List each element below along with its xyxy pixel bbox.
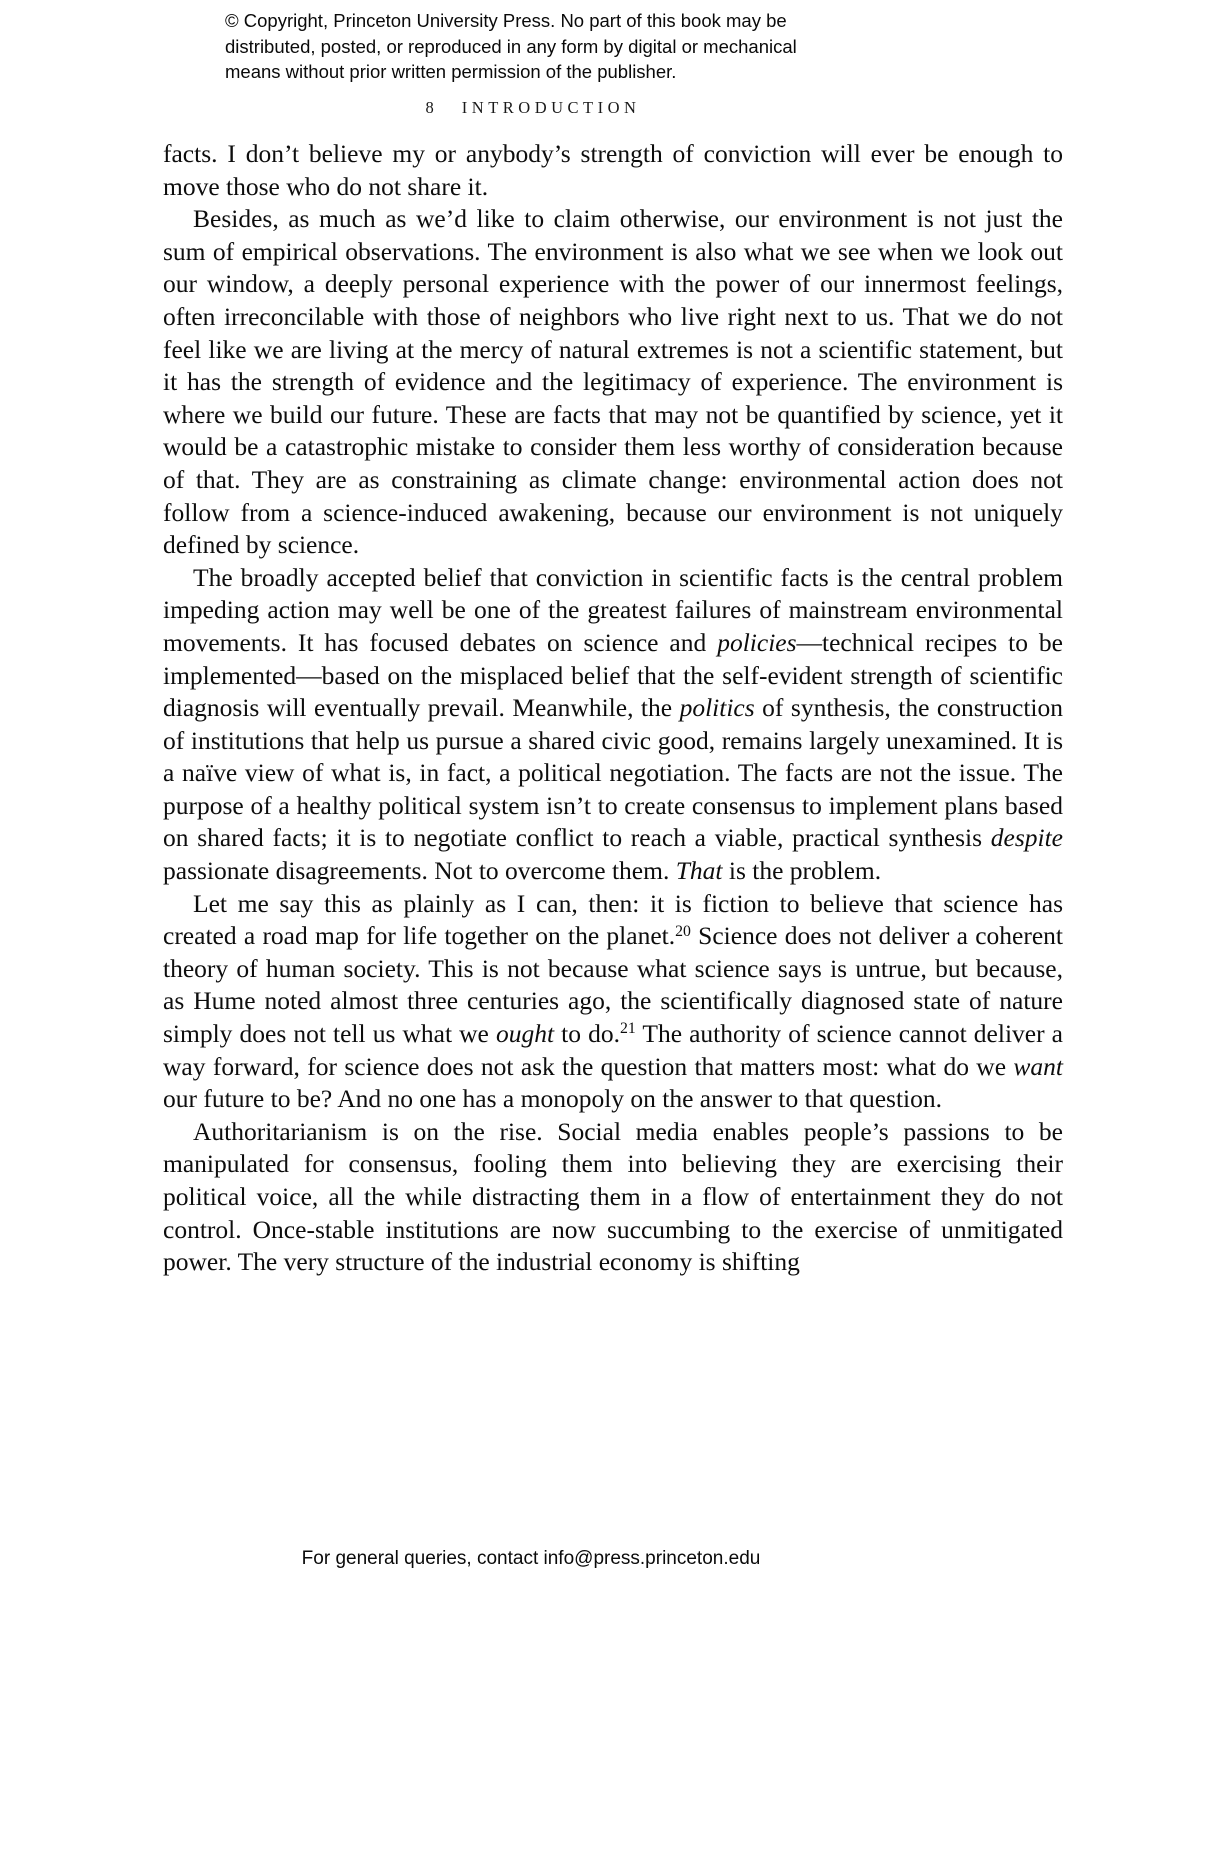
text-run: is the problem. (722, 856, 882, 886)
footnote-reference: 21 (619, 1020, 636, 1038)
text-run: —technical recipes to be implemented—based on the misplaced belief that the self-evident strength of scientific diagnosis will eventually prevail. Meanwhile, the (163, 627, 1064, 723)
paragraph (163, 203, 1063, 562)
text-run: Authoritarianism is on the rise. Social media enables people’s passions to be manipulated for consensus, fooling them into believing they are exercising their political voice, all the while distracting them in a flow of entertainment they do not control. Once-stable institutions are now succumbing to the exercise of unmitigated power. The very structure of the industrial economy is shifting (163, 1116, 1063, 1277)
text-run: Science does not deliver a coherent theory of human society. This is not because what science says is untrue, but because, as Hume noted almost three centuries ago, the scientifically diagnosed state of nature simply does not tell us what we (163, 921, 1063, 1049)
paragraph (163, 562, 1063, 888)
text-run: The authority of science cannot deliver a way forward, for science does not ask the question that matters most: what do we (163, 1019, 1063, 1081)
emphasized-text: despite (990, 823, 1063, 853)
chapter-title: INTRODUCTION (461, 98, 641, 117)
paragraph (163, 1116, 1063, 1279)
copyright-line: means without prior written permission of the publisher. (225, 61, 677, 83)
emphasized-text: want (1013, 1051, 1063, 1081)
copyright-notice (225, 8, 865, 85)
footnote-reference: 20 (675, 922, 691, 940)
copyright-line: distributed, posted, or reproduced in any form by digital or mechanical (225, 35, 797, 57)
text-run: The broadly accepted belief that conviction in scientific facts is the central problem impeding action may well be one of the greatest failures of mainstream environmental movements. It has focused debates on science and (163, 562, 1063, 657)
emphasized-text: ought (495, 1019, 555, 1049)
text-run: facts. I don’t believe my or anybody’s strength of conviction will ever be enough to move those who do not share it. (163, 139, 1063, 201)
page-number: 8 (425, 98, 436, 117)
text-run: our future to be? And no one has a monopoly on the answer to that question. (163, 1084, 943, 1114)
paragraph (163, 138, 1063, 203)
text-run: Let me say this as plainly as I can, then: it is fiction to believe that science has created a road map for life together on the planet. (163, 888, 1063, 951)
body-paragraphs (163, 138, 1063, 1279)
running-head (163, 98, 903, 118)
text-run: passionate disagreements. Not to overcome them. (163, 856, 676, 886)
paragraph (163, 888, 1063, 1116)
text-run: of synthesis, the construction of institutions that help us pursue a shared civic good, remains largely unexamined. It is a naïve view of what is, in fact, a political negotiation. The facts are not the issue. The purpose of a healthy political system isn’t to create consensus to implement plans based on shared facts; it is to negotiate conflict to reach a viable, practical synthesis (163, 693, 1063, 853)
footer-queries: For general queries, contact info@press.princeton.edu (301, 1548, 761, 1569)
text-run: Besides, as much as we’d like to claim otherwise, our environment is not just the sum of empirical observations. The environment is also what we see when we look out our window, a deeply personal experience with the power of our innermost feelings, often irreconcilable with those of neighbors who live right next to us. That we do not feel like we are living at the mercy of natural extremes is not a scientific statement, but it has the strength of evidence and the legitimacy of experience. The environment is where we build our future. These are facts that may not be quantified by science, yet it would be a catastrophic mistake to consider them less worthy of consideration because of that. They are as constraining as climate change: environmental action does not follow from a science-induced awakening, because our environment is not uniquely defined by science. (163, 204, 1063, 560)
emphasized-text: That (675, 856, 723, 886)
copyright-line: © Copyright, Princeton University Press. No part of this book may be (225, 10, 787, 31)
emphasized-text: policies (717, 627, 797, 657)
text-run: to do. (554, 1019, 620, 1049)
emphasized-text: politics (679, 693, 755, 723)
